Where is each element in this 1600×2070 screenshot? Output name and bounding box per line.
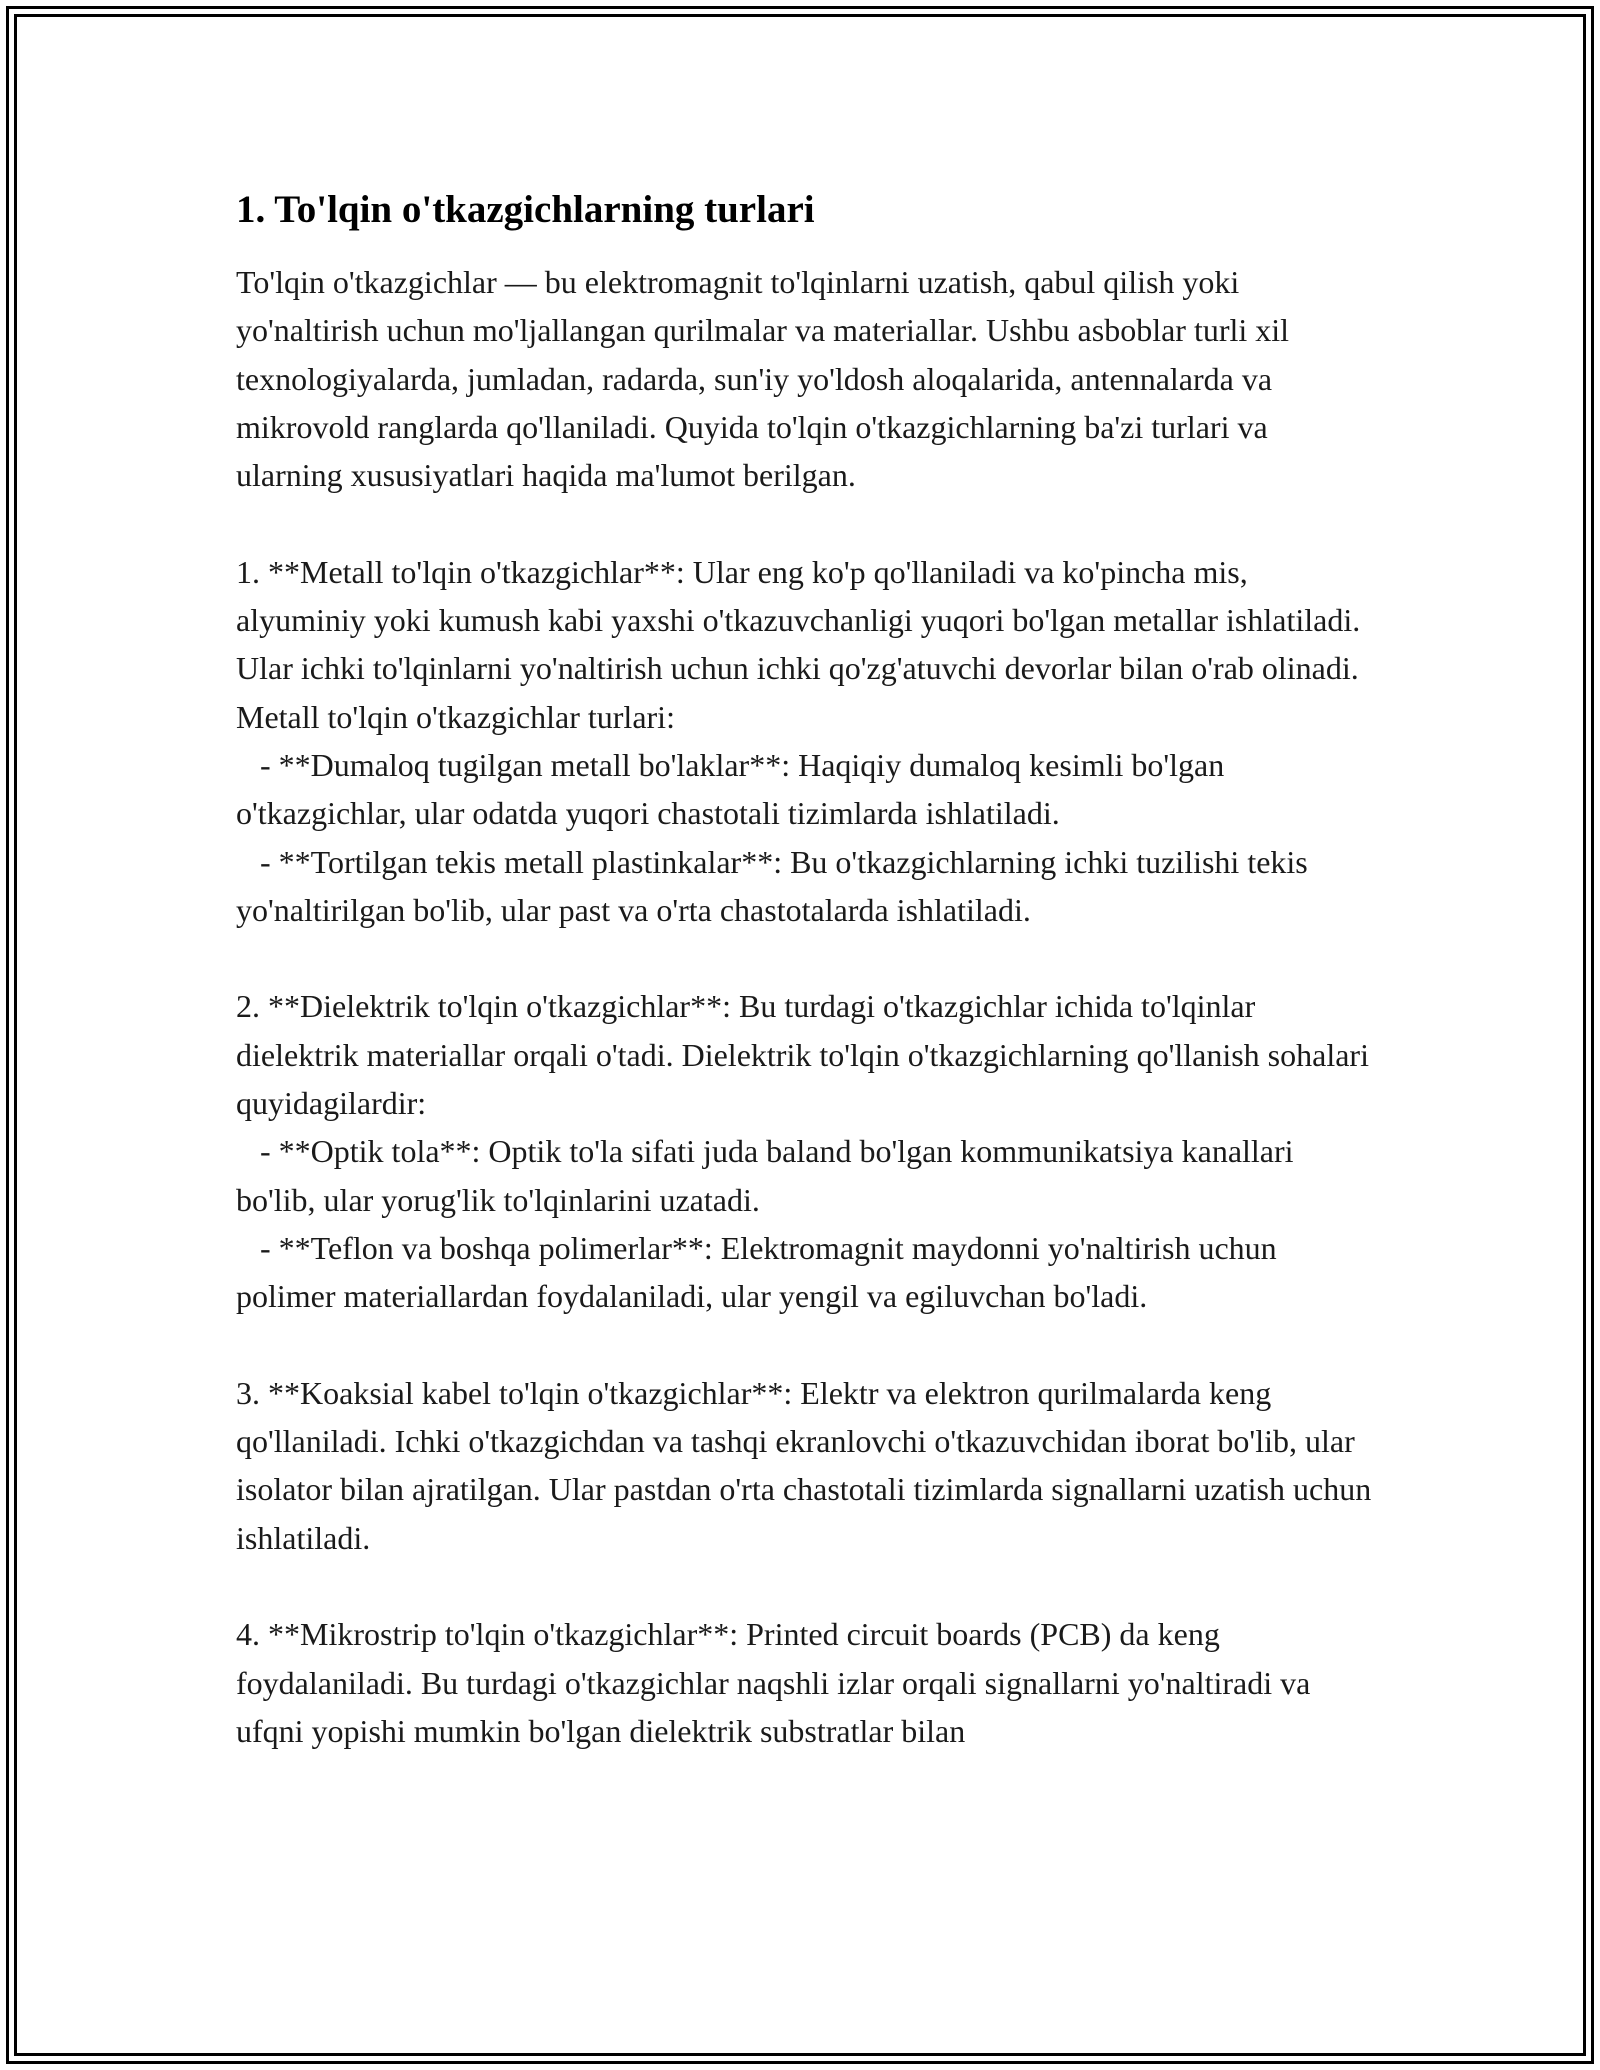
document-body: To'lqin o'tkazgichlar — bu elektromagnit to'lqinlarni uzatish, qabul qilish yoki yo'naltirish uchun mo'ljallangan qurilmalar va materiallar. Ushbu asboblar turli xil texnologiyalarda, jumladan, radarda, sun'iy yo'ldosh aloqalarida, antennalarda va mikrovold ranglarda qo'llaniladi. Quyida to'lqin o'tkazgichlarning ba'zi turlari va ularning xususiyatlari haqida ma'lumot berilgan. 1. **Metall to'lqin o'tkazgichlar**: Ular eng ko'p qo'llaniladi va ko'pincha mis, alyuminiy yoki kumush kabi yaxshi o'tkazuvchanligi yuqori bo'lgan metallar ishlatiladi. Ular ichki to'lqinlarni yo'naltirish uchun ichki qo'zg'atuvchi devorlar bilan o'rab olinadi. Metall to'lqin o'tkazgichlar turlari: - **Dumaloq tugilgan metall bo'laklar**: Haqiqiy dumaloq kesimli bo'lgan o'tkazgichlar, ular odatda yuqori chastotali tizimlarda ishlatiladi. - **Tortilgan tekis metall plastinkalar**: Bu o'tkazgichlarning ichki tuzilishi tekis yo'naltirilgan bo'lib, ular past va o'rta chastotalarda ishlatiladi. 2. **Dielektrik to'lqin o'tkazgichlar**: Bu turdagi o'tkazgichlar ichida to'lqinlar dielektrik materiallar orqali o'tadi. Dielektrik to'lqin o'tkazgichlarning qo'llanish sohalari quyidagilardir: - **Optik tola**: Optik to'la sifati juda baland bo'lgan kommunikatsiya kanallari bo'lib, ular yorug'lik to'lqinlarini uzatadi. - **Teflon va boshqa polimerlar**: Elektromagnit maydonni yo'naltirish uchun polimer materiallardan foydalaniladi, ular yengil va egiluvchan bo'ladi. 3. **Koaksial kabel to'lqin o'tkazgichlar**: Elektr va elektron qurilmalarda keng qo'llaniladi. Ichki o'tkazgichdan va tashqi ekranlovchi o'tkazuvchidan iborat bo'lib, ular isolator bilan ajratilgan. Ular pastdan o'rta chastotali tizimlarda signallarni uzatish uchun ishlatiladi. 4. **Mikrostrip to'lqin o'tkazgichlar**: Printed circuit boards (PCB) da keng foydalaniladi. Bu turdagi o'tkazgichlar naqshli izlar orqali signallarni yo'naltiradi va ufqni yopishi mumkin bo'lgan dielektrik substratlar bilan — [236, 264, 1372, 1749]
document-title: 1. To'lqin o'tkazgichlarning turlari — [236, 188, 815, 231]
document-content — [236, 186, 1376, 1755]
